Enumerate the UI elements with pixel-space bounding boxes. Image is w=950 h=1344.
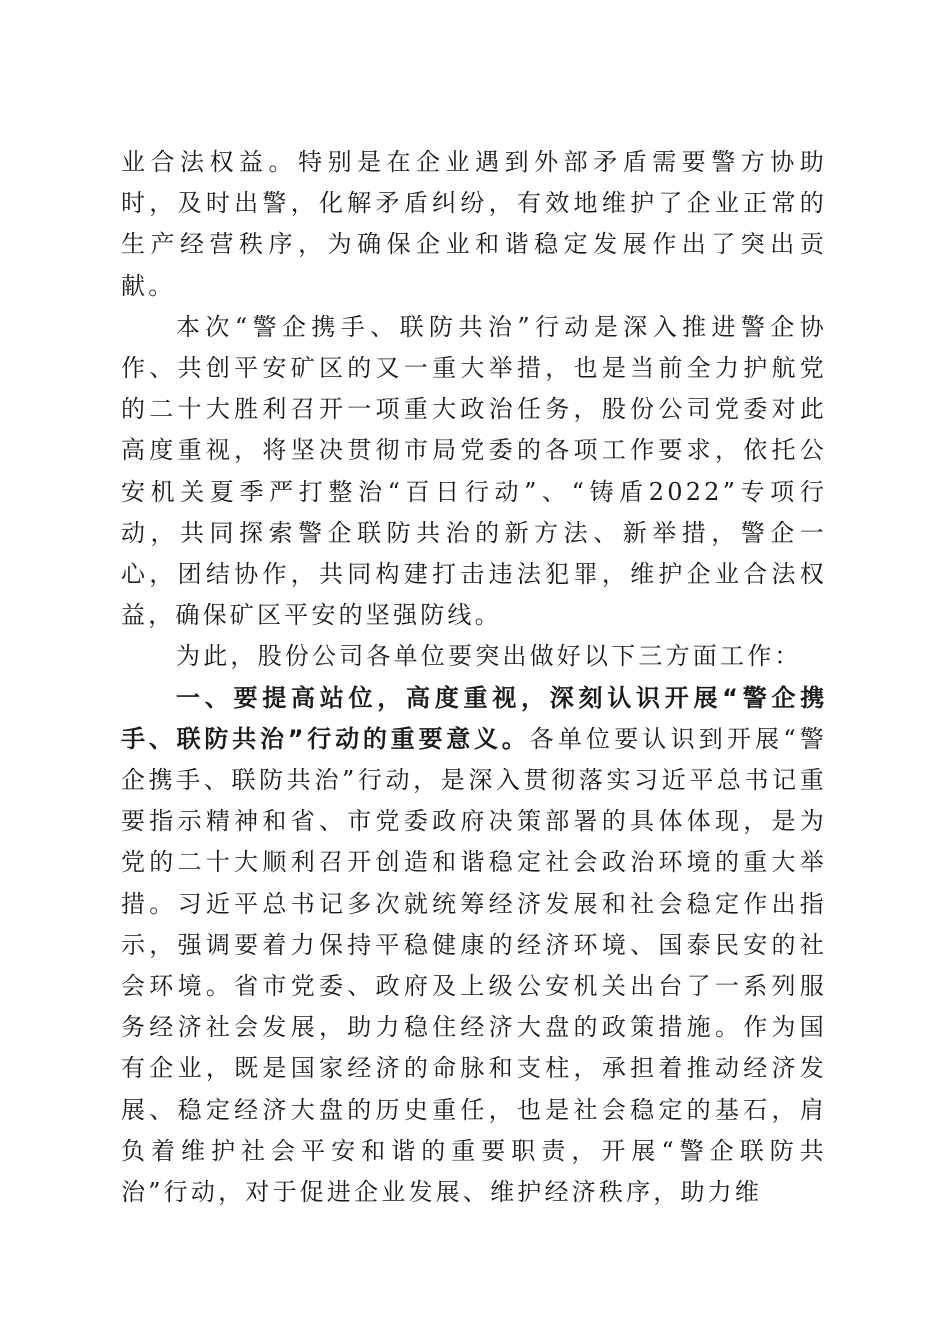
paragraph-point-one-body: 各单位要认识到开展“警企携手、联防共治”行动，是深入贯彻落实习近平总书记重要指示精神和省、市党委政府决策部署的具体体现，是为党的二十大顺利召开创造和谐稳定社会政治环境的重大举措。习近平总书记多次就统筹经济发展和社会稳定作出指示，强调要着力保持平稳健康的经济环境、国泰民安的社会环境。省市党委、政府及上级公安机关出台了一系列服务经济社会发展，助力稳住经济大盘的政策措施。作为国有企业，既是国家经济的命脉和支柱，承担着推动经济发展、稳定经济大盘的历史重任，也是社会稳定的基石，肩负着维护社会平安和谐的重要职责，开展“警企联防共治”行动，对于促进企业发展、维护经济秩序，助力维	[121, 724, 827, 1207]
paragraph-continuation: 业合法权益。特别是在企业遇到外部矛盾需要警方协助时，及时出警，化解矛盾纠纷，有效地维护了企业正常的生产经营秩序，为确保企业和谐稳定发展作出了突出贡献。	[121, 148, 827, 300]
paragraph-point-one	[121, 678, 827, 1214]
paragraph-action-overview: 本次“警企携手、联防共治”行动是深入推进警企协作、共创平安矿区的又一重大举措，也是当前全力护航党的二十大胜利召开一项重大政治任务，股份公司党委对此高度重视，将坚决贯彻市局党委的各项工作要求，依托公安机关夏季严打整治“百日行动”、“铸盾2022”专项行动，共同探索警企联防共治的新方法、新举措，警企一心，团结协作，共同构建打击违法犯罪，维护企业合法权益，确保矿区平安的坚强防线。	[121, 312, 827, 630]
section-heading-one: 一、要提高站位，高度重视，深刻认识开展“警企携手、联防共治”行动的重要意义。	[121, 683, 827, 753]
document-body	[121, 142, 827, 1213]
paragraph-tasks-intro: 为此，股份公司各单位要突出做好以下三方面工作：	[176, 642, 802, 671]
